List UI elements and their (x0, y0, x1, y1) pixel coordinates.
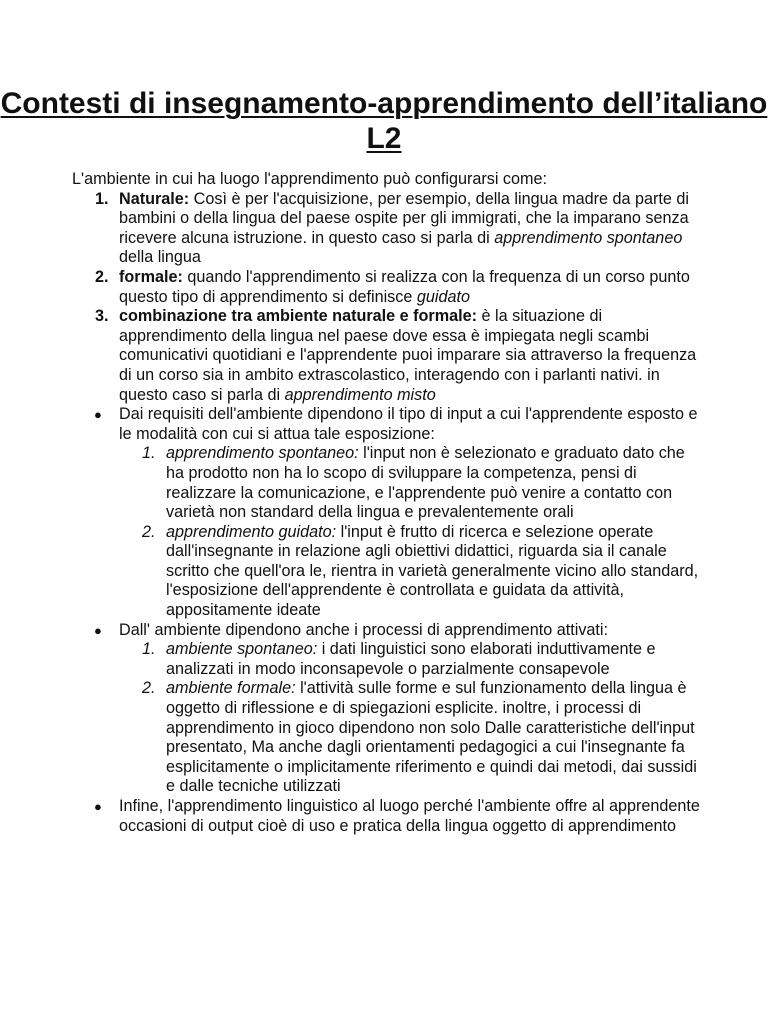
term-label: combinazione tra ambiente naturale e formale: (119, 307, 478, 326)
sublist-number: 2. (142, 679, 156, 698)
list-number: 3. (95, 307, 109, 326)
sublist-number: 1. (142, 640, 156, 659)
bullet-item (94, 405, 702, 621)
bullet-text: Infine, l'apprendimento linguistico al luogo perché l'ambiente offre al apprendente occasioni di output cioè di uso e pratica della lingua oggetto di apprendimento (119, 797, 700, 835)
sublist (119, 444, 702, 620)
sub-text: l'attività sulle forme e sul funzionamento della lingua è oggetto di riflessione e di spiegazioni esplicite. inoltre, i processi di apprendimento in gioco dipendono non solo Dalle caratteristiche dell'input presentato, Ma anche dagli orientamenti pedagogici a cui l'insegnante fa esplicitamente o implicitamente riferimento e quindi dai metodi, dai sussidi e dalle tecniche utilizzati (166, 679, 697, 796)
term-text: Così è per l'acquisizione, per esempio, della lingua madre da parte di bambini o della lingua del paese ospite per gli immigrati, che la imparano senza ricevere alcuna istruzione. in questo caso si parla di (119, 189, 689, 247)
term-emphasis: apprendimento misto (284, 385, 436, 404)
term-text: quando l'apprendimento si realizza con la frequenza di un corso punto questo tipo di apprendimento si definisce (119, 267, 690, 306)
term-emphasis: guidato (416, 287, 470, 306)
sub-label: apprendimento spontaneo: (166, 444, 359, 463)
term-tail: della lingua (119, 248, 201, 267)
sub-text: l'input è frutto di ricerca e selezione operate dall'insegnante in relazione agli obiettivi didattici, riguarda sia il canale scritto che quell'ora le, rientra in varietà generalmente vicino allo standard, l'esposizione dell'apprendente è controllata e guidata da attività, appositamente ideate (166, 522, 699, 620)
document-body (72, 170, 702, 836)
environment-types-list (72, 190, 702, 406)
sub-label: ambiente spontaneo: (166, 640, 318, 659)
bullet-text: Dai requisiti dell'ambiente dipendono il tipo di input a cui l'apprendente esposto e le modalità con cui si attua tale esposizione: (119, 405, 698, 443)
bullet-list (72, 405, 702, 836)
sub-text: l'input non è selezionato e graduato dato che ha prodotto non ha lo scopo di sviluppare la competenza, pensi di realizzare la comunicazione, e l'apprendente può venire a contatto con varietà non standard della lingua e prevalentemente orali (166, 444, 685, 522)
term-label: formale: (119, 267, 183, 286)
bullet-dot-icon: ● (94, 799, 102, 814)
list-item (95, 189, 702, 268)
list-number: 2. (95, 267, 109, 286)
term-text: è la situazione di apprendimento della lingua nel paese dove essa è impiegata negli scambi comunicativi quotidiani e l'apprendente puoi imparare sia attraverso la frequenza di un corso sia in ambito extrascolastico, interagendo con i parlanti nativi. in questo caso si parla di (119, 307, 697, 404)
sub-text: i dati linguistici sono elaborati induttivamente e analizzati in modo inconsapevole o parzialmente consapevole (166, 640, 656, 678)
sub-label: apprendimento guidato: (166, 522, 337, 541)
list-item (95, 267, 702, 307)
page-title: Contesti di insegnamento-apprendimento dell’italiano L2 (0, 87, 768, 155)
sublist-item (142, 640, 702, 679)
bullet-item (94, 797, 702, 836)
sublist-item (142, 444, 702, 522)
intro-paragraph: L'ambiente in cui ha luogo l'apprendimento può configurarsi come: (72, 170, 548, 188)
sublist-item (142, 679, 702, 797)
sublist-number: 1. (142, 444, 156, 463)
sublist-number: 2. (142, 522, 156, 541)
bullet-dot-icon: ● (94, 622, 102, 638)
sublist (119, 640, 702, 797)
term-emphasis: apprendimento spontaneo (494, 228, 683, 247)
list-item (95, 307, 702, 405)
bullet-dot-icon: ● (94, 407, 102, 423)
sublist-item (142, 522, 702, 621)
bullet-item (94, 620, 702, 797)
bullet-text: Dall' ambiente dipendono anche i processi di apprendimento attivati: (119, 620, 609, 639)
term-label: Naturale: (119, 189, 190, 208)
sub-label: ambiente formale: (166, 679, 296, 698)
list-number: 1. (95, 189, 109, 208)
